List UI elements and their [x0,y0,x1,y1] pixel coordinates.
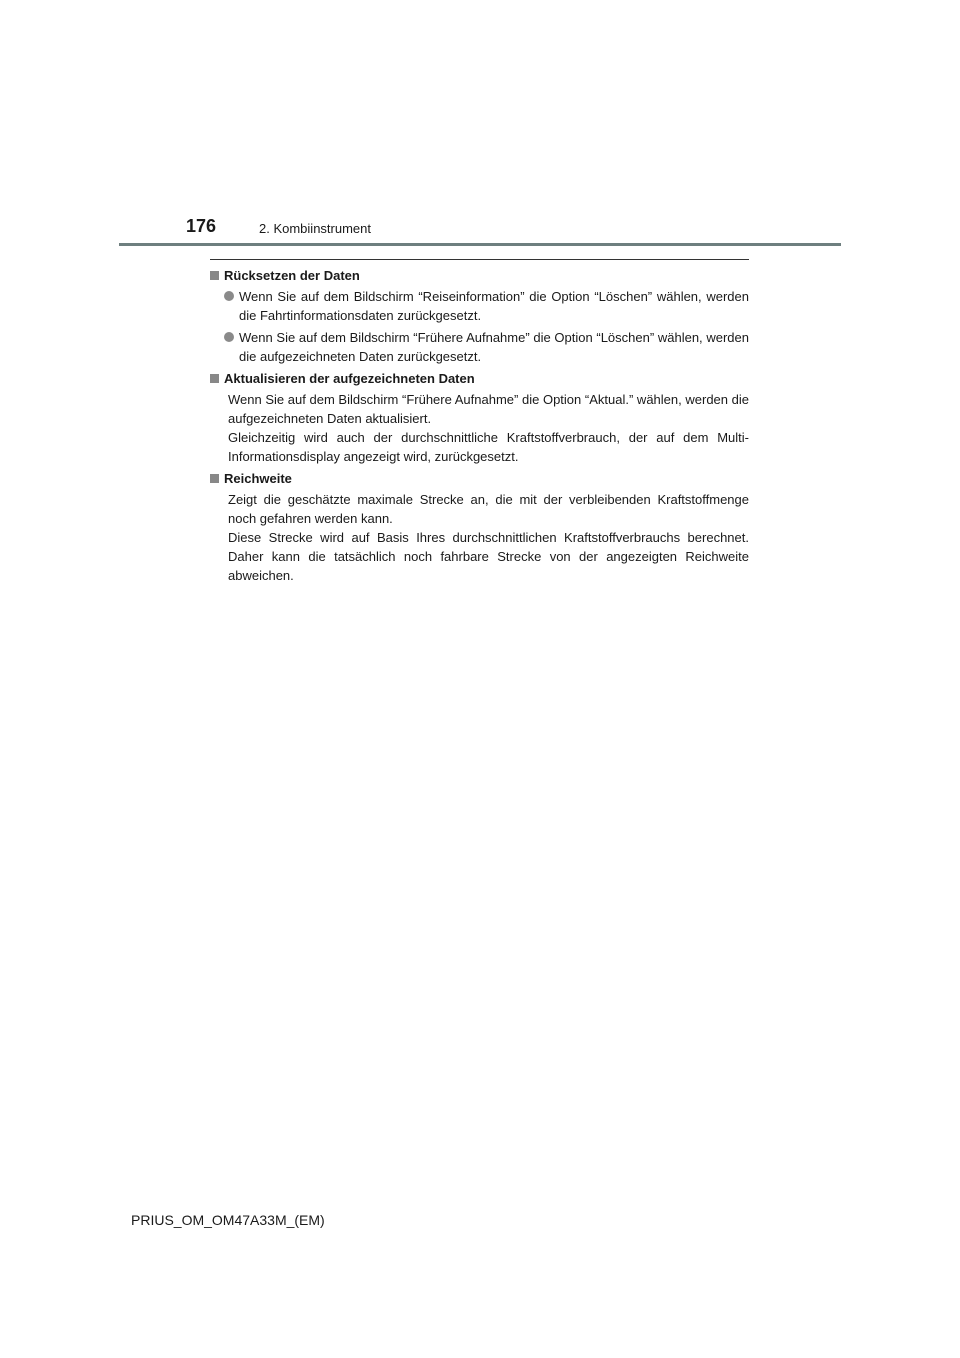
section-range [210,469,749,585]
section-update-recorded-data [210,369,749,466]
document-code: PRIUS_OM_OM47A33M_(EM) [131,1212,325,1228]
paragraph: Wenn Sie auf dem Bildschirm “Frühere Aufnahme” die Option “Aktual.” wählen, werden die aufgezeichneten Daten aktualisiert. [228,392,749,426]
section-heading-text: Rücksetzen der Daten [224,268,360,283]
list-item [224,287,749,325]
square-bullet-icon [210,474,219,483]
square-bullet-icon [210,271,219,280]
list-item-text: Wenn Sie auf dem Bildschirm “Frühere Aufnahme” die Option “Löschen” wählen, werden die aufgezeichneten Daten zurückgesetzt. [239,330,749,364]
chapter-title: 2. Kombiinstrument [259,221,371,236]
content-body [210,266,749,585]
square-bullet-icon [210,374,219,383]
circle-bullet-icon [224,332,234,342]
list-item [224,328,749,366]
section-reset-data [210,266,749,366]
page-number: 176 [186,216,217,236]
header-rule [119,243,841,246]
section-heading [210,369,749,388]
section-heading-text: Reichweite [224,471,292,486]
section-heading-text: Aktualisieren der aufgezeichneten Daten [224,371,475,386]
section-heading [210,266,749,285]
list-item-text: Wenn Sie auf dem Bildschirm “Reiseinformation” die Option “Löschen” wählen, werden die Fahrtinformationsdaten zurückgesetzt. [239,289,749,323]
circle-bullet-icon [224,291,234,301]
paragraph: Zeigt die geschätzte maximale Strecke an, die mit der verbleibenden Kraftstoffmenge noch gefahren werden kann. [228,492,749,526]
paragraph: Diese Strecke wird auf Basis Ihres durchschnittlichen Kraftstoffverbrauchs berechnet. Daher kann die tatsächlich noch fahrbare Strecke von der angezeigten Reichweite abweichen. [228,530,749,583]
content-rule [210,259,749,260]
paragraph: Gleichzeitig wird auch der durchschnittliche Kraftstoffverbrauch, der auf dem Multi-Informationsdisplay angezeigt wird, zurückgesetzt. [228,430,749,464]
section-heading [210,469,749,488]
